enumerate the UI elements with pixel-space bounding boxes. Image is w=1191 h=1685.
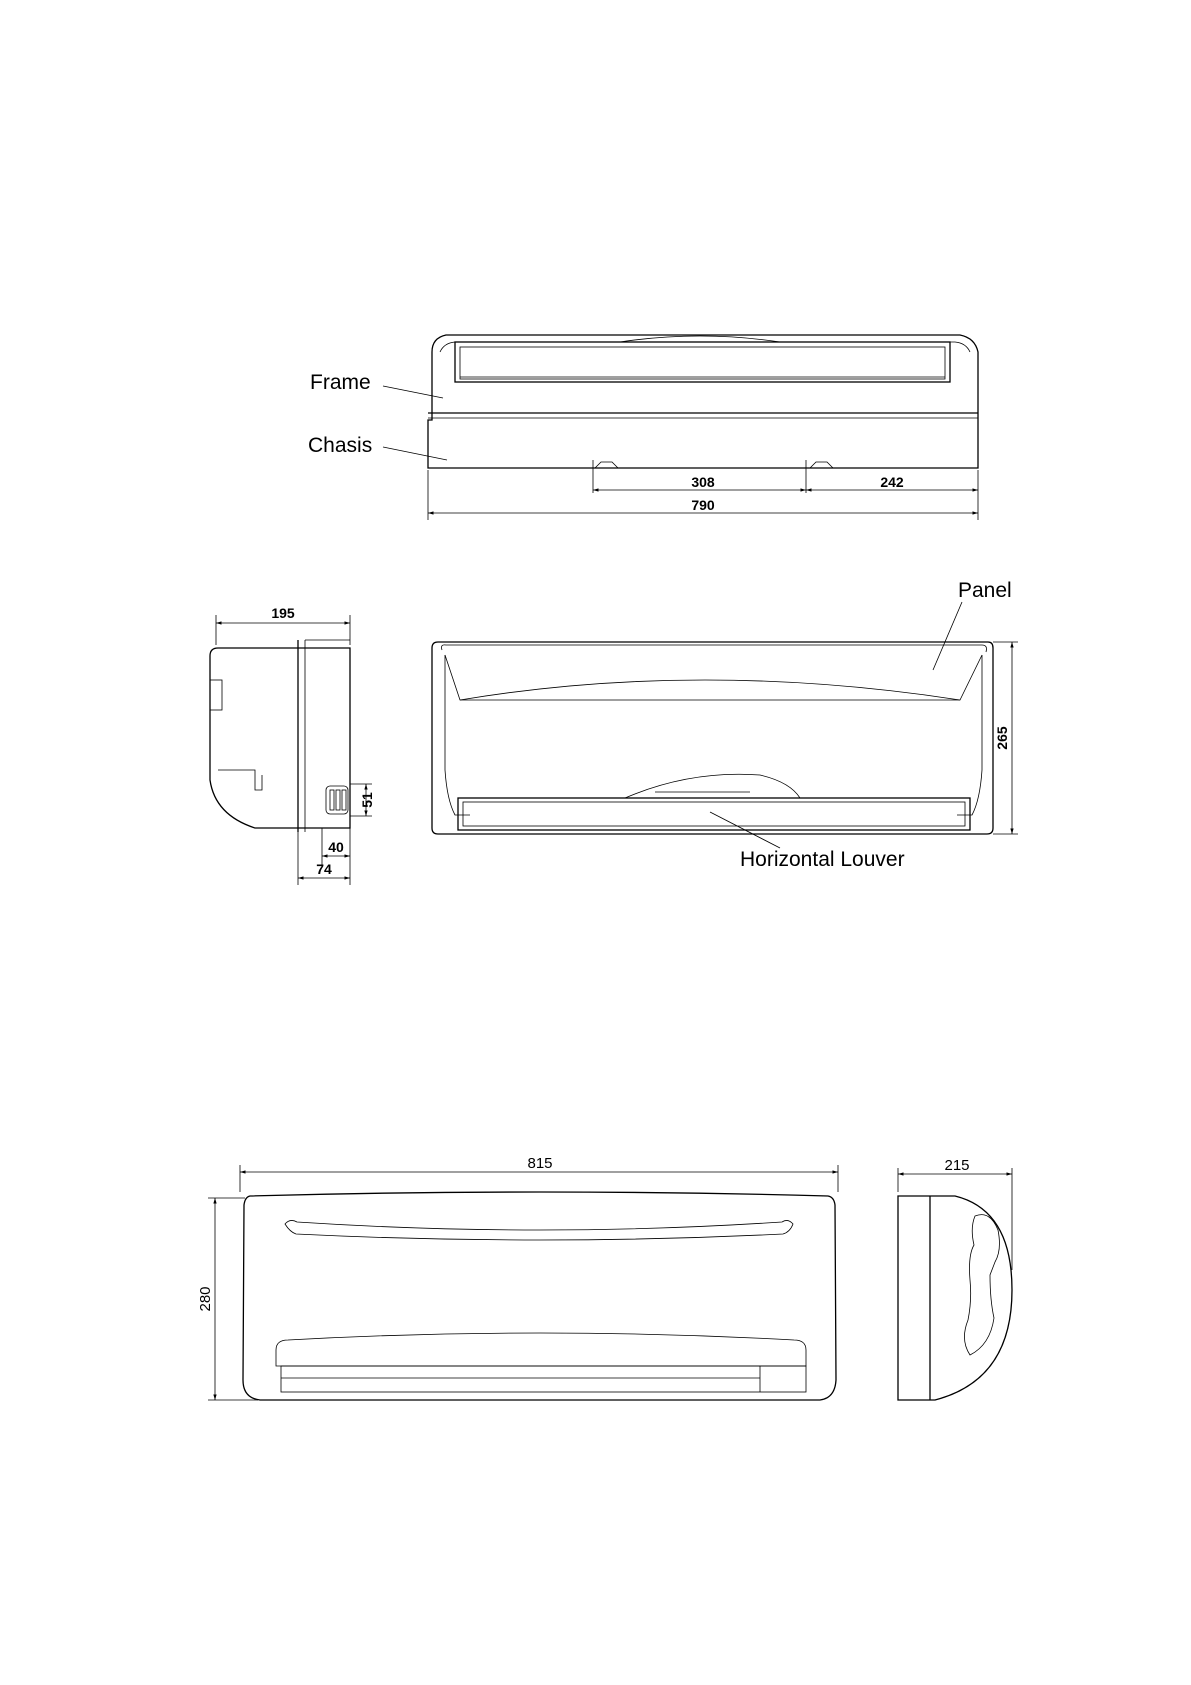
outline-side-view xyxy=(898,1157,1012,1400)
top-view xyxy=(308,335,978,520)
front-view-panel-curve xyxy=(460,680,960,700)
front-view xyxy=(432,579,1018,871)
side-view-outline xyxy=(210,648,350,828)
dim-195: 195 xyxy=(271,605,295,621)
leader-frame xyxy=(383,386,443,398)
top-view-frame-outline xyxy=(428,335,978,468)
leader-panel xyxy=(933,602,962,670)
dim-265: 265 xyxy=(994,726,1010,750)
outline-side-recess xyxy=(964,1215,999,1355)
outline-front-view xyxy=(197,1155,838,1400)
label-chasis: Chasis xyxy=(308,434,373,457)
label-frame: Frame xyxy=(310,371,371,394)
side-view xyxy=(210,605,375,885)
label-panel: Panel xyxy=(958,579,1012,602)
dim-242: 242 xyxy=(880,474,904,490)
dim-815: 815 xyxy=(527,1155,553,1172)
dim-40: 40 xyxy=(328,839,344,855)
label-horizontal-louver: Horizontal Louver xyxy=(740,848,905,871)
dim-790: 790 xyxy=(691,497,715,513)
dim-215: 215 xyxy=(944,1157,970,1174)
outline-front-body xyxy=(243,1192,836,1400)
front-view-display xyxy=(625,774,800,798)
bracket-right xyxy=(810,462,833,468)
outline-front-upper-slot xyxy=(285,1220,793,1240)
dim-308: 308 xyxy=(691,474,715,490)
front-view-outline xyxy=(432,642,993,834)
dim-280: 280 xyxy=(197,1286,214,1312)
outline-side-body xyxy=(898,1196,1012,1400)
outline-front-louver xyxy=(281,1366,806,1392)
dim-74: 74 xyxy=(316,861,332,877)
bracket-left xyxy=(595,462,618,468)
outline-front-lower-slot xyxy=(276,1333,806,1366)
top-view-grille xyxy=(455,342,950,382)
dim-51: 51 xyxy=(359,792,375,808)
leader-chasis xyxy=(383,447,447,460)
